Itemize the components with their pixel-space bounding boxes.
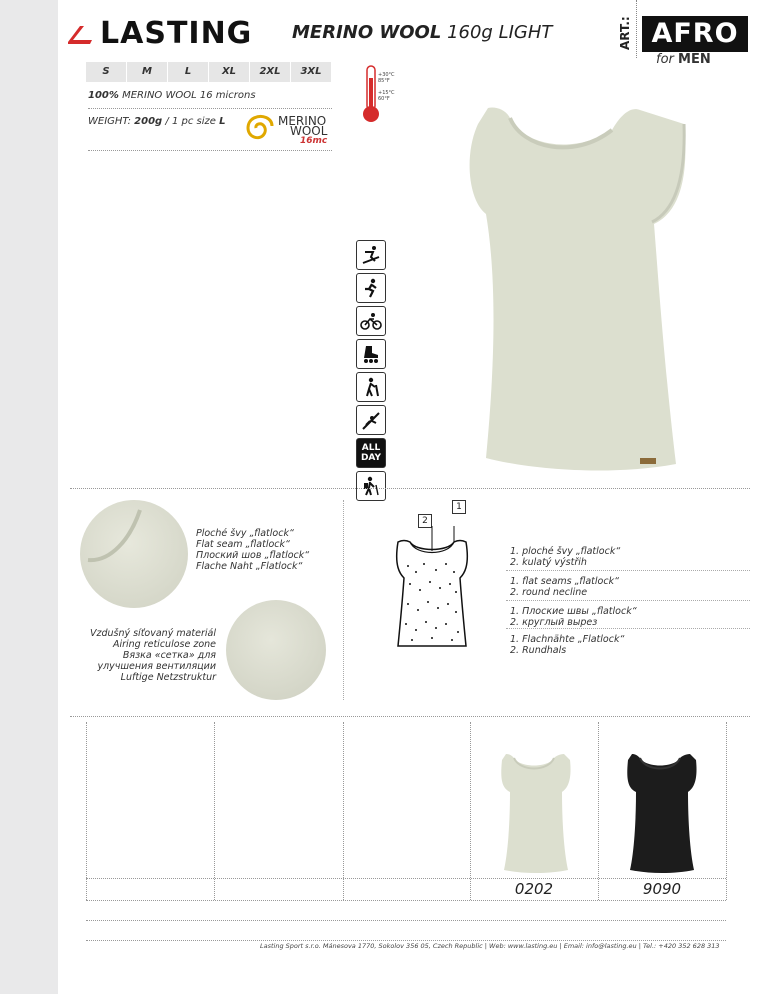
grid-line (726, 722, 727, 900)
inline-skating-icon (356, 339, 386, 369)
feature-block (510, 546, 750, 568)
size-cell: 2XL (250, 62, 291, 82)
left-margin-strip (0, 0, 58, 994)
feature-line: 1. Плоские швы „flatlock“ (510, 606, 637, 617)
flatlock-line: Плоский шов „flatlock“ (196, 550, 310, 561)
running-icon (356, 273, 386, 303)
divider (506, 600, 750, 601)
divider (343, 500, 344, 700)
grid-line (86, 900, 726, 901)
airing-line: улучшения вентиляции (97, 661, 216, 672)
divider (70, 488, 750, 489)
variant-0202-image (498, 752, 574, 874)
callout-tag-1: 1 (452, 500, 466, 514)
flatlock-line: Flat seam „flatlock“ (196, 539, 290, 550)
airing-line: Вязка «сетка» для (122, 650, 216, 661)
feature-block (510, 576, 750, 598)
feature-line: 1. Flachnähte „Flatlock“ (510, 634, 625, 645)
tank-top-diagram-icon (392, 526, 472, 650)
header-divider (636, 0, 638, 58)
weight-label: WEIGHT: (88, 116, 131, 127)
divider (88, 150, 332, 151)
lasting-logo-icon (64, 22, 96, 46)
grid-line (86, 722, 87, 900)
hiking-icon (356, 372, 386, 402)
size-cell: 3XL (291, 62, 332, 82)
callout-tag-2: 2 (418, 514, 432, 528)
feature-line: 2. kulatý výstřih (510, 557, 587, 568)
feature-block (510, 634, 750, 656)
climbing-icon (356, 405, 386, 435)
grid-line (214, 722, 215, 900)
divider (88, 108, 332, 109)
art-label: ART.: (618, 16, 632, 50)
weight-size: L (219, 116, 226, 127)
composition-material: MERINO WOOL (122, 90, 197, 101)
airing-line: Airing reticulose zone (112, 639, 216, 650)
main-product-image (462, 104, 698, 474)
weight-rest: / 1 pc size (165, 116, 216, 127)
composition (88, 90, 256, 101)
variant-9090-image (624, 752, 700, 874)
grid-line (343, 722, 344, 900)
art-label-wrap (618, 16, 634, 94)
feature-line: 2. Rundhals (510, 645, 567, 656)
weight (88, 116, 225, 127)
merino-badge-line1: MERINO (278, 114, 327, 128)
grid-line (598, 722, 599, 900)
trekking-icon (356, 471, 386, 501)
feature-line: 1. ploché švy „flatlock“ (510, 546, 621, 557)
size-cell: XL (209, 62, 250, 82)
skiing-icon (356, 240, 386, 270)
target-group (656, 52, 711, 67)
flatlock-detail-image (80, 500, 188, 608)
grid-line (470, 722, 471, 900)
size-table (86, 62, 332, 82)
for-label: for (656, 52, 674, 67)
size-cell: L (168, 62, 209, 82)
cycling-icon (356, 306, 386, 336)
composition-microns: 16 microns (199, 90, 256, 101)
airing-text (72, 628, 216, 683)
divider (86, 940, 726, 941)
size-cell: M (127, 62, 168, 82)
footer-contact: Lasting Sport s.r.o. Mánesova 1770, Sokolov 356 05, Czech Republic | Web: www.lasting.eu | Email: info@lasting.eu | Tel.: +420 352 628 313 (260, 942, 720, 950)
flatlock-line: Ploché švy „flatlock“ (196, 528, 294, 539)
divider (506, 570, 750, 571)
airing-line: Luftige Netzstruktur (120, 672, 216, 683)
all-day-icon: ALL DAY (356, 438, 386, 468)
flatlock-line: Flache Naht „Flatlock“ (196, 561, 303, 572)
product-title-bold: MERINO WOOL (292, 22, 442, 43)
weight-value: 200g (134, 116, 163, 127)
product-title-rest: 160g LIGHT (447, 22, 553, 43)
airing-line: Vzdušný síťovaný materiál (89, 628, 216, 639)
flatlock-text (196, 528, 309, 572)
brand-logo-text: LASTING (100, 16, 253, 51)
variant-code: 0202 (514, 880, 554, 898)
mesh-detail-image (226, 600, 326, 700)
feature-line: 2. круглый вырез (510, 617, 598, 628)
composition-percent: 100% (88, 90, 119, 101)
product-title (292, 22, 552, 43)
feature-line: 1. flat seams „flatlock“ (510, 576, 619, 587)
temp-low: +15°C 60°F (378, 90, 395, 102)
article-code: AFRO (642, 16, 748, 52)
merino-badge-line2: WOOL (290, 124, 328, 138)
variant-code: 9090 (642, 880, 682, 898)
divider (70, 716, 750, 717)
feature-line: 2. round necline (510, 587, 588, 598)
size-cell: S (86, 62, 127, 82)
for-target: MEN (678, 52, 711, 67)
activity-icons (356, 240, 386, 504)
divider (506, 628, 750, 629)
merino-spiral-icon (242, 112, 276, 142)
grid-line (86, 878, 726, 879)
merino-badge-line3: 16mc (300, 136, 328, 146)
feature-block (510, 606, 750, 628)
divider (86, 920, 726, 921)
temp-high: +30°C 85°F (378, 72, 395, 84)
